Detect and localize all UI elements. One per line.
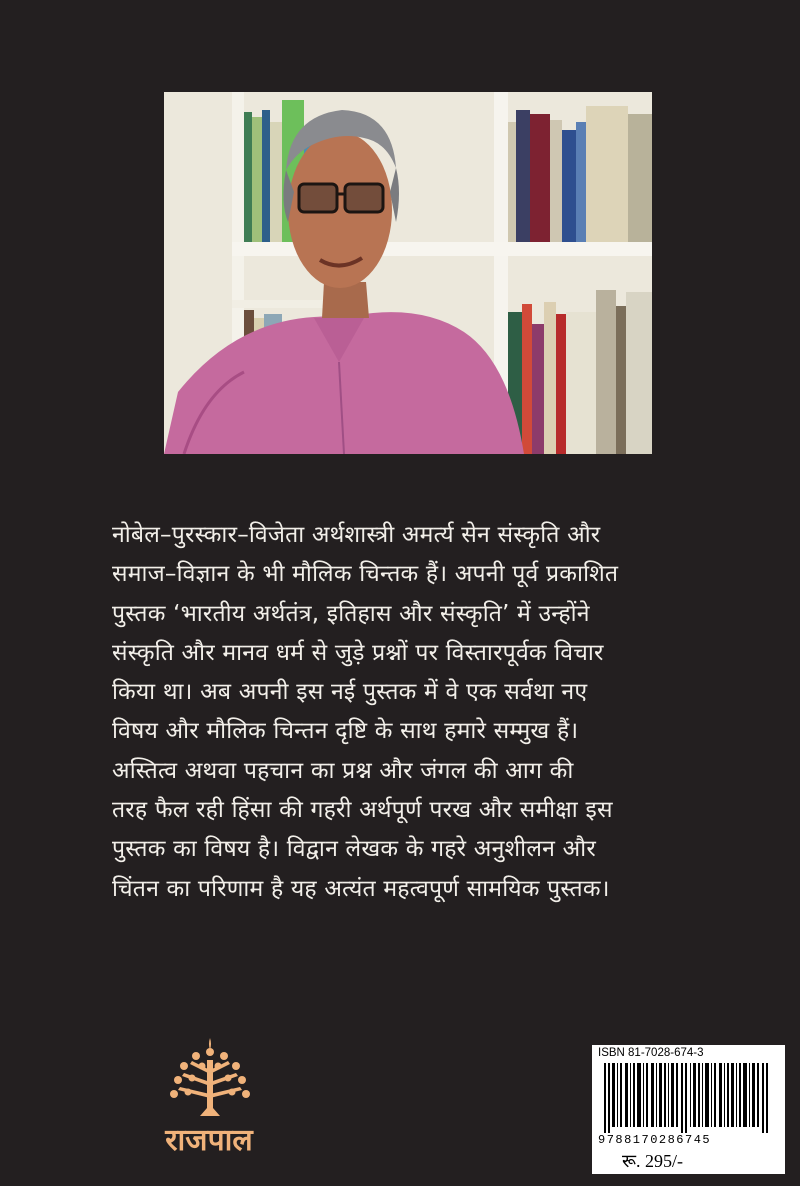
description-line: पुस्तक ‘भारतीय अर्थतंत्र, इतिहास और संस्कृति’ में उन्होंने <box>112 600 590 627</box>
description-line: समाज–विज्ञान के भी मौलिक चिन्तक हैं। अपनी पूर्व प्रकाशित <box>112 561 619 588</box>
price-label: रू. 295/- <box>622 1151 683 1171</box>
isbn-label: ISBN 81-7028-674-3 <box>598 1047 704 1059</box>
description-line: तरह फैल रही हिंसा की गहरी अर्थपूर्ण परख और समीक्षा इस <box>112 797 613 824</box>
isbn-barcode-block <box>592 1045 785 1174</box>
description-line: नोबेल–पुरस्कार–विजेता अर्थशास्त्री अमर्त्य सेन संस्कृति और <box>112 522 601 548</box>
barcode <box>602 1063 776 1133</box>
description-line: विषय और मौलिक चिन्तन दृष्टि के साथ हमारे सम्मुख हैं। <box>112 718 579 745</box>
book-description <box>112 516 712 909</box>
author-photo <box>164 92 652 454</box>
barcode-number: 9788170286745 <box>598 1133 712 1147</box>
description-line: संस्कृति और मानव धर्म से जुड़े प्रश्नों पर विस्तारपूर्वक विचार <box>112 639 604 666</box>
description-line: चिंतन का परिणाम है यह अत्यंत महत्वपूर्ण सामयिक पुस्तक। <box>112 875 610 902</box>
description-line: पुस्तक का विषय है। विद्वान लेखक के गहरे अनुशीलन और <box>112 836 596 863</box>
tree-icon <box>150 1030 270 1120</box>
publisher-name: राजपाल <box>165 1123 253 1158</box>
description-line: अस्तित्व अथवा पहचान का प्रश्न और जंगल की आग की <box>112 757 574 784</box>
description-line: किया था। अब अपनी इस नई पुस्तक में वे एक सर्वथा नए <box>112 679 588 706</box>
